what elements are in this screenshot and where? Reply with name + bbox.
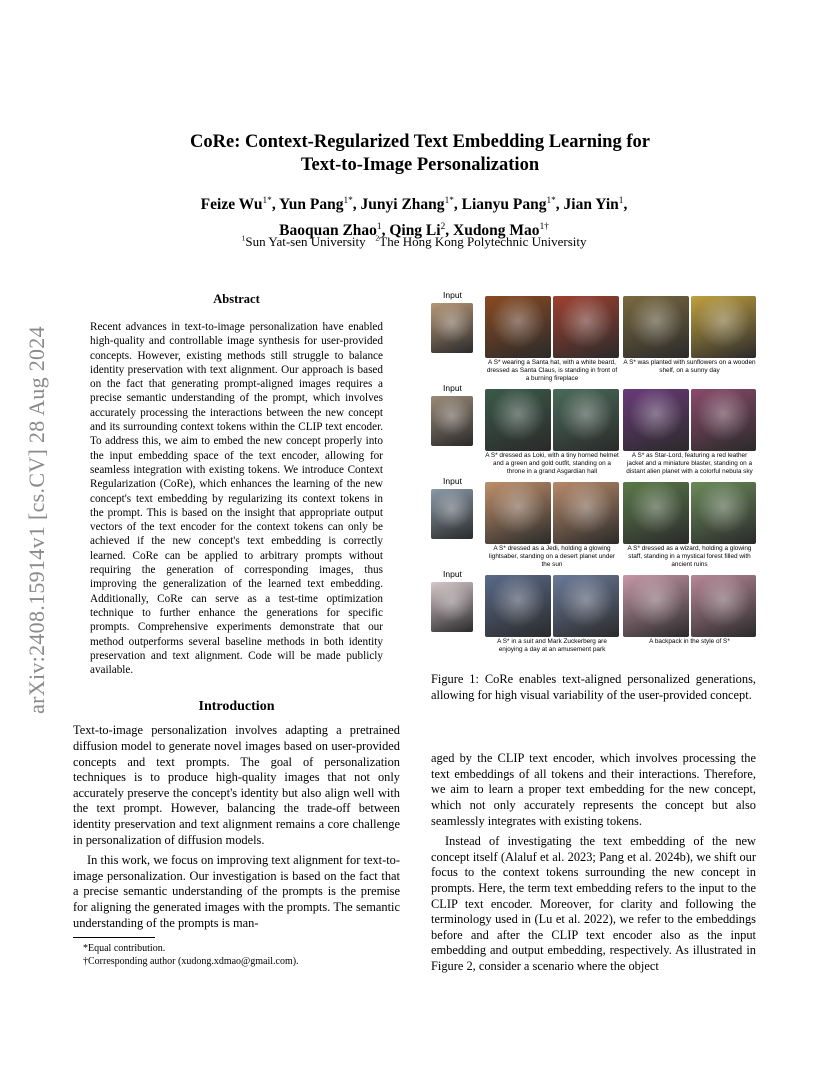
author: Junyi Zhang$^{1*}$ [360, 196, 454, 214]
affiliations [150, 234, 678, 250]
author: Jian Yin$^1$ [563, 196, 624, 214]
affiliation: $^2$The Hong Kong Polytechnic University [375, 234, 587, 250]
author: Feize $Wu^{1*}$ [200, 196, 272, 214]
input-label: Input [443, 569, 462, 579]
figure-row [431, 476, 756, 569]
generated-image [691, 296, 756, 358]
right-paragraph-2: Instead of investigating the text embedding of the new concept itself (Alaluf et al. 2023; Pang et al. 2024b), we shift our focus to the context tokens surrounding the new concept in prompts. Here, the term text embedding refers to the input to the CLIP text encoder. Moreover, for clarity and following the terminology used in (Lu et al. 2022), we refer to the embeddings before and after the CLIP text encoder also as the input embedding and output embedding, respectively. As illustrated in Figure 2, consider a scenario where the object [431, 834, 756, 973]
figure-row [431, 383, 756, 476]
right-paragraph-1: aged by the CLIP text encoder, which involves processing the text embeddings of all tokens and their interactions. Therefore, we aim to learn a proper text embedding for the new concept, which not only accurately represents the concept but also seamlessly integrates with existing tokens. [431, 751, 756, 828]
figure-1-caption: Figure 1: CoRe enables text-aligned personalized generations, allowing for high visual variability of the user-provided concept. [431, 672, 756, 702]
figure-row [431, 290, 756, 383]
generated-image [553, 389, 619, 451]
generated-image [553, 575, 619, 637]
affiliation: $^1$Sun Yat-sen University [241, 234, 366, 250]
input-concept-image [431, 489, 473, 539]
paper-title [180, 131, 660, 177]
generated-image [553, 296, 619, 358]
input-label: Input [443, 290, 462, 300]
prompt-caption: A S* wearing a Santa hat, with a white beard, dressed as Santa Claus, is standing in front of a burning fireplace [486, 359, 618, 382]
generated-image [485, 575, 551, 637]
author: Baoquan Zhao$^1$ [279, 222, 382, 240]
input-concept-image [431, 303, 473, 353]
introduction-heading: Introduction [198, 699, 275, 715]
author: Lianyu Pang$^{1*}$ [461, 196, 556, 214]
title-line-1: CoRe: Context-Regularized Text Embedding Learning for [190, 132, 650, 152]
generated-image [623, 575, 689, 637]
prompt-caption: A S* dressed as a Jedi, holding a glowing lightsaber, standing on a desert planet under the sun [488, 545, 616, 568]
footnote-equal-contribution: *Equal contribution. [83, 943, 166, 955]
generated-image [553, 482, 619, 544]
left-column [73, 292, 400, 968]
author-list: Feize $Wu^{1*}$, Yun Pang$^{1*}$, Junyi Zhang$^{1*}$, Lianyu Pang$^{1*}$, Jian Yin$^1$, Baoquan Zhao$^1$, Qing Li$^2$, Xudong Mao$^{1\dagger}$ [200, 196, 628, 240]
input-label: Input [443, 476, 462, 486]
prompt-caption: A S* dressed as a wizard, holding a glowing staff, standing in a mystical forest filled with ancient ruins [627, 545, 752, 568]
author: Yun Pang$^{1*}$ [279, 196, 353, 214]
author: Xudong Mao$^{1\dagger}$ [453, 222, 549, 240]
generated-image [691, 482, 756, 544]
figure-1 [431, 290, 756, 662]
generated-image [485, 296, 551, 358]
generated-image [691, 575, 756, 637]
input-concept-image [431, 396, 473, 446]
generated-image [623, 482, 689, 544]
input-concept-image [431, 582, 473, 632]
generated-image [691, 389, 756, 451]
arxiv-identifier: arXiv:2408.15914v1 [cs.CV] 28 Aug 2024 [24, 326, 49, 714]
generated-image [623, 389, 689, 451]
figure-row [431, 569, 756, 662]
input-label: Input [443, 383, 462, 393]
prompt-caption: A S* dressed as Loki, with a tiny horned helmet and a green and gold outfit, standing on a throne in a grand Asgardian hall [485, 452, 619, 475]
author: Qing Li$^2$ [389, 222, 446, 240]
intro-paragraph-1: Text-to-image personalization involves adapting a pretrained diffusion model to generate novel images based on user-provided concepts and text prompts. The goal of personalization techniques is to produce high-quality images that not only accurately preserve the concept's identity but also align well with the text prompt. However, balancing the trade-off between identity preservation and text alignment remains a core challenge in personalization of diffusion models. [73, 723, 400, 847]
title-line-2: Text-to-Image Personalization [300, 155, 540, 175]
prompt-caption: A backpack in the style of S* [649, 638, 730, 645]
abstract-text: Recent advances in text-to-image personalization have enabled high-quality and controllable image synthesis for user-provided concepts. However, existing methods still struggle to balance identity preservation with text alignment. Our approach is based on the fact that generating prompt-aligned images requires a precise semantic understanding of the prompt, which involves accurately processing the interactions between the new concept and its surrounding context tokens within the CLIP text encoder. To address this, we aim to embed the new concept properly into the input embedding space of the text encoder, allowing for seamless integration with existing tokens. We introduce Context Regularization (CoRe), which enhances the learning of the new concept's text embedding by regularizing its context tokens in the prompt. This is based on the insight that appropriate output vectors of the text encoder for the context tokens can only be achieved if the new concept's text embedding is correctly learned. CoRe can be applied to arbitrary prompts without requiring the generation of corresponding images, thus improving the generalization of the learned text embedding. Additionally, CoRe can serve as a test-time optimization technique to further enhance the generations for specific prompts. Comprehensive experiments demonstrate that our method outperforms several baseline methods in both identity preservation and text alignment. Code will be made publicly available. [90, 321, 383, 677]
right-column [431, 290, 756, 975]
generated-image [485, 482, 551, 544]
intro-paragraph-2: In this work, we focus on improving text alignment for text-to-image personalization. Our investigation is based on the fact that a precise semantic understanding of the prompts is the premise for aligning the generated images with the prompts. The semantic understanding of the prompts is man- [73, 853, 400, 930]
abstract-heading: Abstract [213, 292, 260, 306]
footnote-rule [73, 937, 155, 938]
generated-image [623, 296, 689, 358]
prompt-caption: A S* as Star-Lord, featuring a red leather jacket and a miniature blaster, standing on a distant alien planet with a colorful nebula sky [626, 452, 753, 475]
footnote-corresponding-author: †Corresponding author (xudong.xdmao@gmail.com). [83, 956, 299, 968]
prompt-caption: A S* was planted with sunflowers on a wooden shelf, on a sunny day [623, 359, 756, 374]
prompt-caption: A S* in a suit and Mark Zuckerberg are enjoying a day at an amusement park [497, 638, 607, 653]
generated-image [485, 389, 551, 451]
